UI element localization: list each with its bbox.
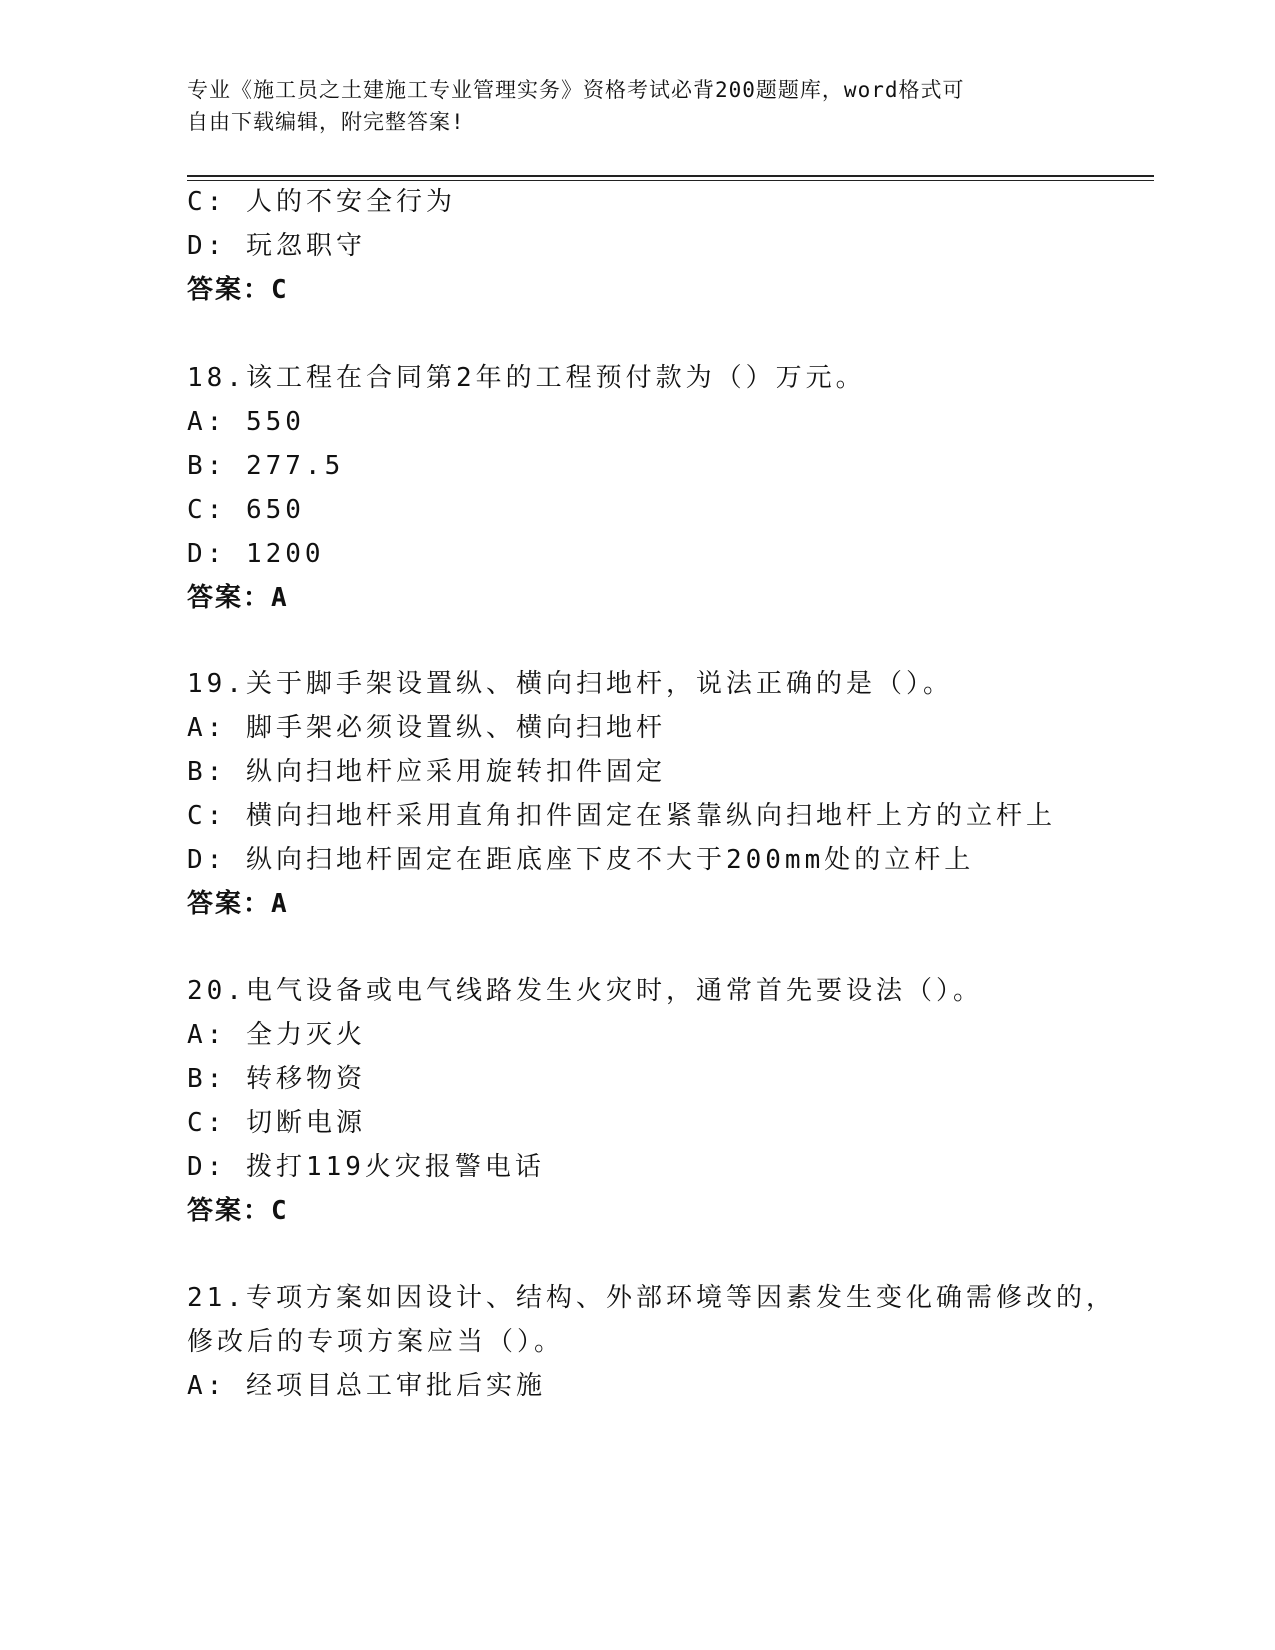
q18-option-a: A: 550 [187, 407, 305, 437]
header-title-line-2: 自由下载编辑，附完整答案! [187, 110, 465, 134]
q18-option-d: D: 1200 [187, 539, 325, 569]
q18-option-b: B: 277.5 [187, 451, 345, 481]
q19-option-d: D: 纵向扫地杆固定在距底座下皮不大于200mm处的立杆上 [187, 845, 975, 875]
q19-option-a: A: 脚手架必须设置纵、横向扫地杆 [187, 713, 666, 743]
header-divider-thick [187, 175, 1154, 177]
q20-option-d: D: 拨打119火灾报警电话 [187, 1152, 545, 1182]
q20-option-c: C: 切断电源 [187, 1108, 366, 1138]
q20-answer: 答案：C [187, 1196, 289, 1226]
q19-question: 19.关于脚手架设置纵、横向扫地杆，说法正确的是（）。 [187, 669, 953, 699]
q17-option-c: C: 人的不安全行为 [187, 187, 456, 217]
q21-question-line-1: 21.专项方案如因设计、结构、外部环境等因素发生变化确需修改的， [187, 1283, 1116, 1313]
q18-option-c: C: 650 [187, 495, 305, 525]
q19-option-b: B: 纵向扫地杆应采用旋转扣件固定 [187, 757, 666, 787]
q17-option-d: D: 玩忽职守 [187, 231, 366, 261]
q20-option-a: A: 全力灭火 [187, 1020, 366, 1050]
q19-option-c: C: 横向扫地杆采用直角扣件固定在紧靠纵向扫地杆上方的立杆上 [187, 801, 1056, 831]
q21-question-line-2: 修改后的专项方案应当（）。 [187, 1327, 565, 1357]
q17-answer: 答案：C [187, 275, 289, 305]
q20-question: 20.电气设备或电气线路发生火灾时，通常首先要设法（）。 [187, 976, 983, 1006]
document-header [187, 74, 1087, 138]
header-title-line-1: 专业《施工员之土建施工专业管理实务》资格考试必背200题题库，word格式可 [187, 78, 965, 102]
q18-answer: 答案：A [187, 583, 289, 613]
q19-answer: 答案：A [187, 889, 289, 919]
q21-option-a: A: 经项目总工审批后实施 [187, 1371, 546, 1401]
q18-question: 18.该工程在合同第2年的工程预付款为（）万元。 [187, 363, 866, 393]
header-divider-thin [187, 180, 1154, 181]
q20-option-b: B: 转移物资 [187, 1064, 366, 1094]
